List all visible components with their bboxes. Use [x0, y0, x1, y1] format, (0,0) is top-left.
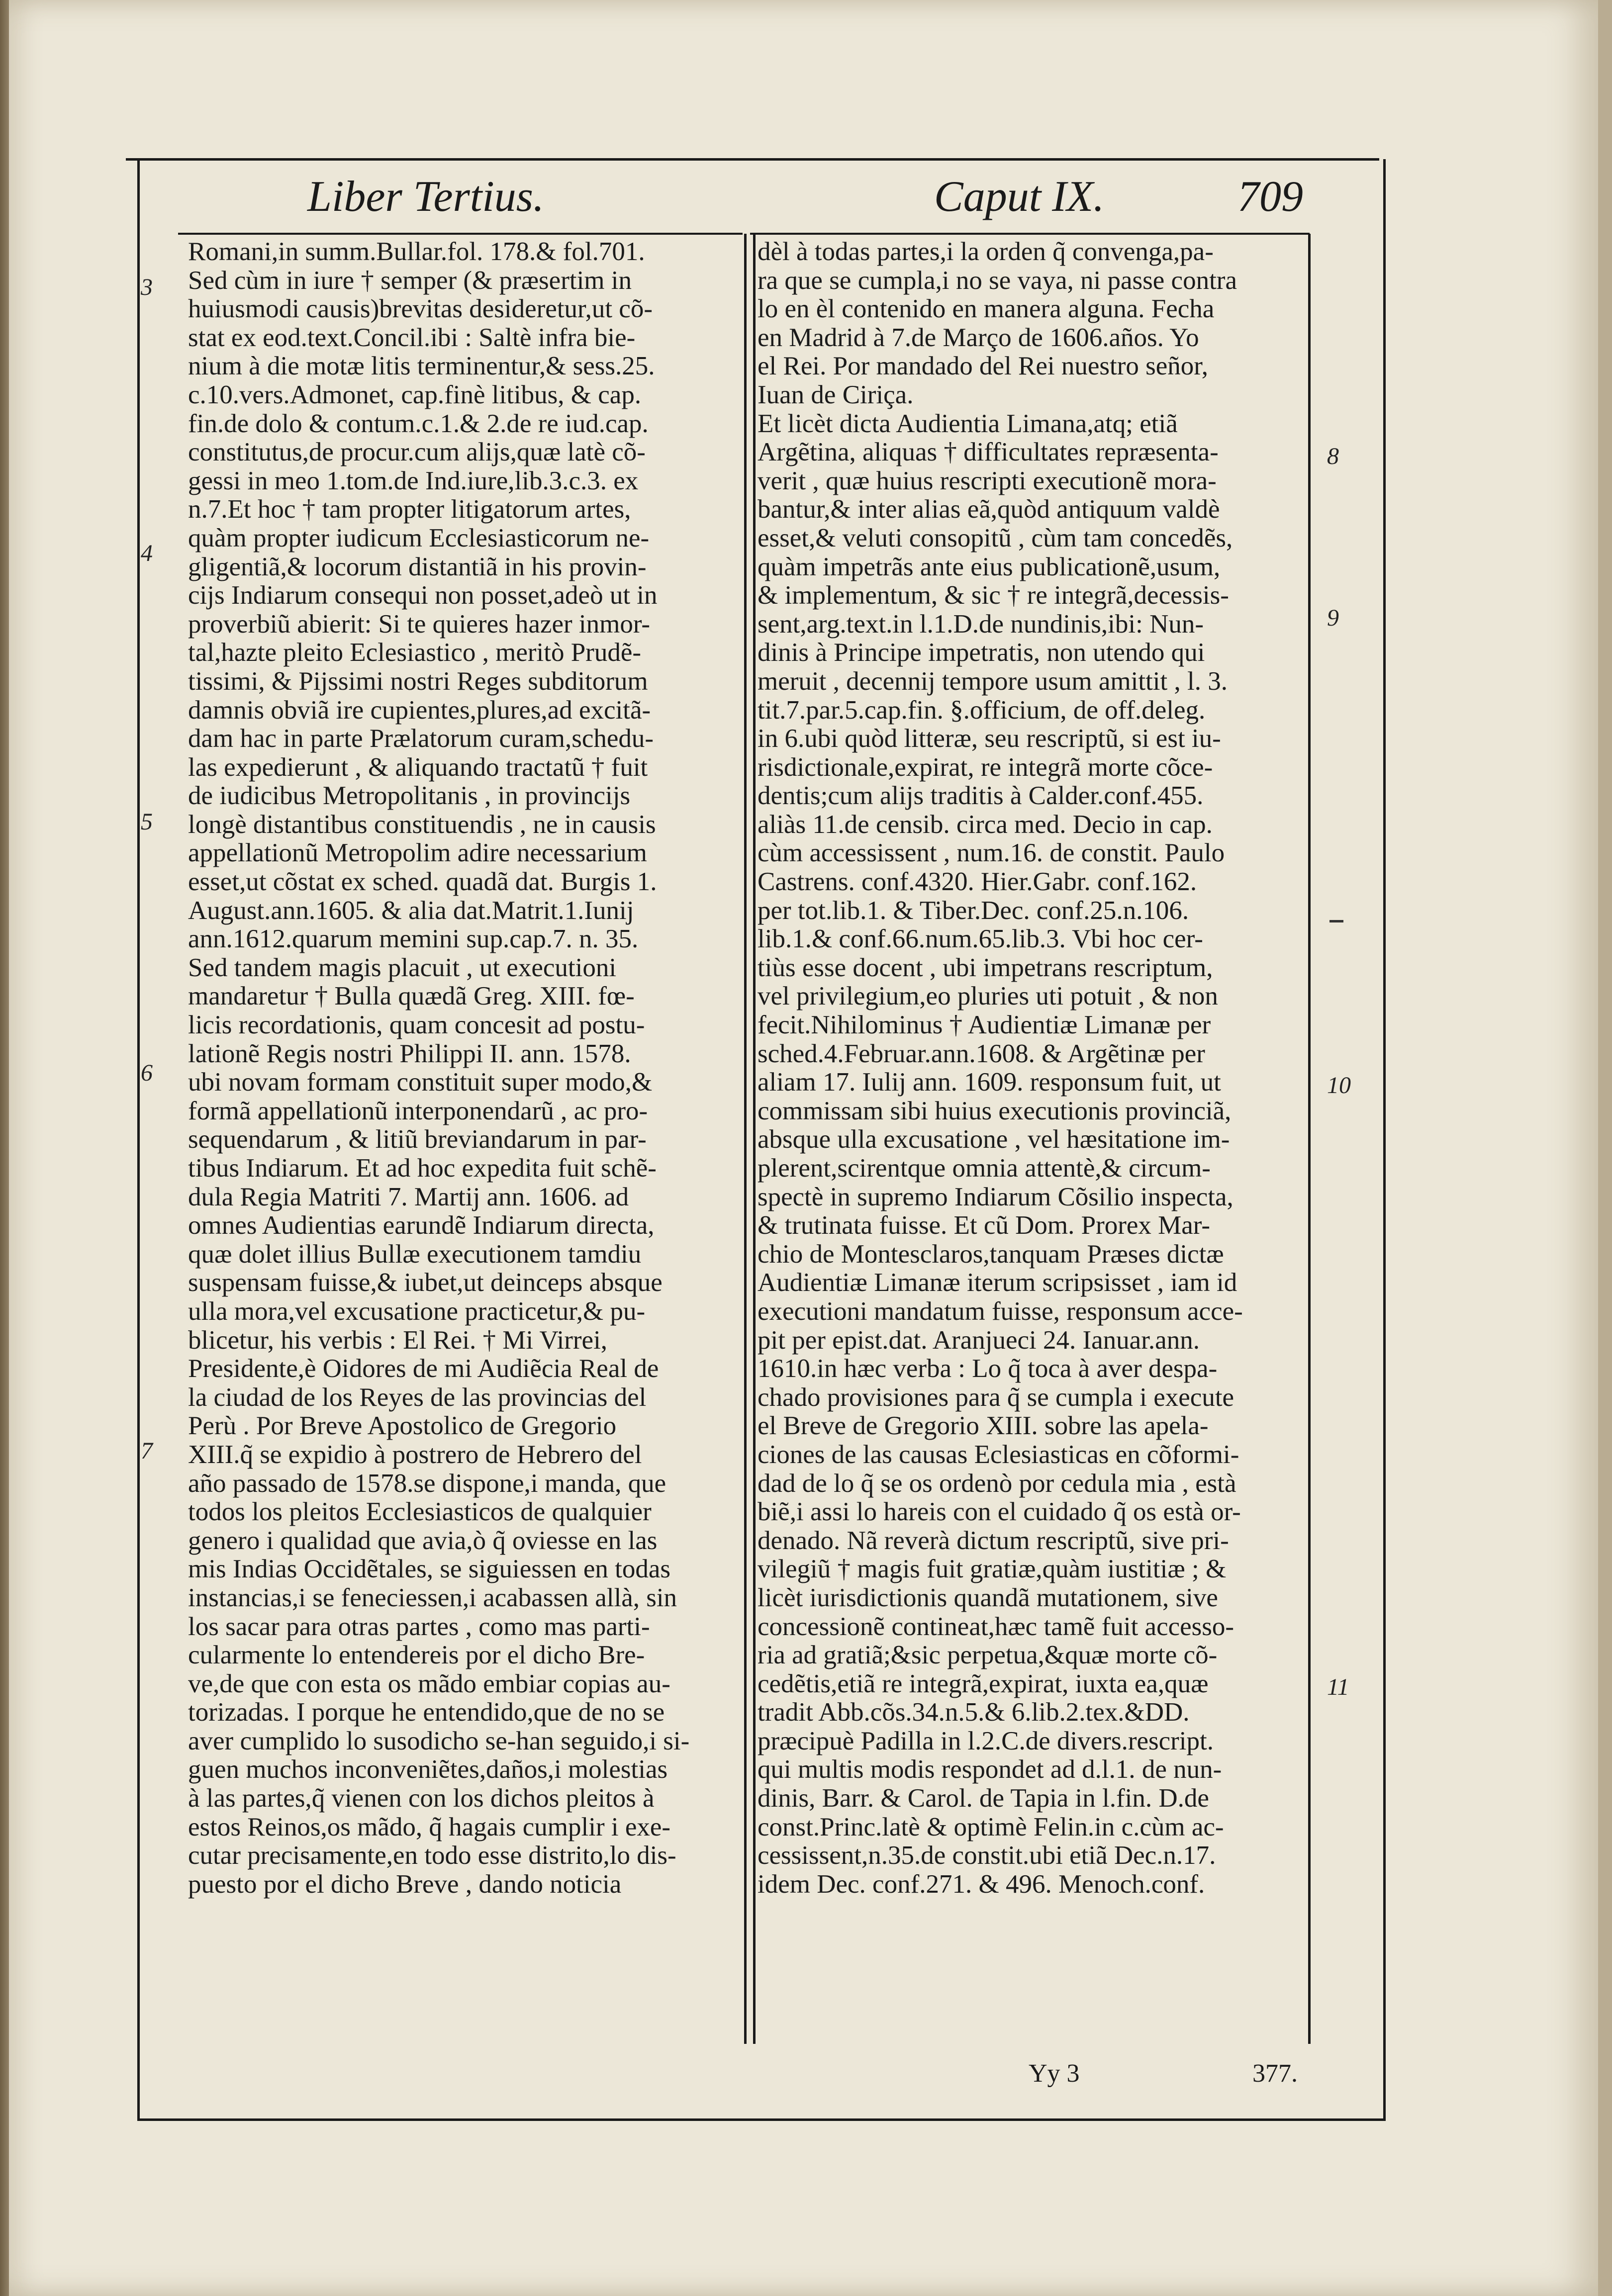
text-line: fecit.Nihilominus † Audientiæ Limanæ per — [758, 1011, 1211, 1040]
text-line: à las partes,q̃ vienen con los dichos pleitos à — [188, 1784, 655, 1813]
text-line: c.10.vers.Admonet, cap.finè litibus, & cap. — [188, 380, 642, 409]
text-line: denado. Nã reverà dictum rescriptũ, sive pri- — [758, 1526, 1229, 1555]
text-line: esset,ut cõstat ex sched. quadã dat. Burgis 1. — [188, 868, 657, 897]
text-line: tal,hazte pleito Eclesiastico , meritò Prudẽ- — [188, 639, 641, 667]
text-line: tissimi, & Pijssimi nostri Reges subditorum — [188, 667, 648, 696]
text-line: fin.de dolo & contum.c.1.& 2.de re iud.cap. — [188, 409, 649, 438]
text-line: formã appellationũ interponendarũ , ac pro- — [188, 1097, 648, 1125]
text-line: quàm propter iudicum Ecclesiasticorum ne- — [188, 524, 650, 552]
text-line: Audientiæ Limanæ iterum scripsisset , iam id — [758, 1269, 1237, 1297]
footer-signature: Yy 3 — [1029, 2059, 1080, 2088]
margin-number: 4 — [141, 540, 153, 566]
text-line: in 6.ubi quòd litteræ, seu rescriptũ, si est iu- — [758, 725, 1221, 753]
left-text-column — [188, 238, 725, 2043]
text-line: en Madrid à 7.de Março de 1606.años. Yo — [758, 323, 1199, 352]
text-line: longè distantibus constituendis , ne in causis — [188, 810, 656, 839]
text-line: mis Indias Occidẽtales, se siguiessen en todas — [188, 1555, 670, 1584]
header-book-title: Liber Tertius. — [307, 173, 545, 221]
text-line: aliam 17. Iulij ann. 1609. responsum fuit, ut — [758, 1068, 1221, 1097]
text-line: appellationũ Metropolim adire necessarium — [188, 839, 647, 868]
text-line: bantur,& inter alias eã,quòd antiquum valdè — [758, 495, 1220, 524]
text-line: n.7.Et hoc † tam propter litigatorum artes, — [188, 495, 631, 524]
text-line: absque ulla excusatione , vel hæsitatione im- — [758, 1125, 1230, 1154]
footer-number: 377. — [1252, 2059, 1298, 2088]
left-column-top-rule — [178, 233, 743, 235]
text-line: ubi novam formam constituit super modo,& — [188, 1068, 653, 1097]
text-line: Castrens. conf.4320. Hier.Gabr. conf.162. — [758, 868, 1197, 897]
text-line: Et licèt dicta Audientia Limana,atq; etiã — [758, 409, 1178, 438]
text-line: licèt iurisdictionis quandã mutationem, sive — [758, 1583, 1218, 1612]
text-line: tiùs esse docent , ubi impetrans rescriptum, — [758, 953, 1213, 982]
text-line: Perù . Por Breve Apostolico de Gregorio — [188, 1412, 617, 1441]
text-line: damnis obviã ire cupientes,plures,ad excitã- — [188, 696, 651, 725]
text-line: lationẽ Regis nostri Philippi II. ann. 1578. — [188, 1039, 631, 1068]
text-line: Romani,in summ.Bullar.fol. 178.& fol.701. — [188, 238, 645, 266]
text-line: sent,arg.text.in l.1.D.de nundinis,ibi: Nun- — [758, 610, 1204, 639]
text-line: cessissent,n.35.de constit.ubi etiã Dec.n.17. — [758, 1841, 1216, 1870]
text-line: plerent,scirentque omnia attentè,& circum- — [758, 1154, 1211, 1183]
right-column-top-rule — [750, 233, 1310, 235]
margin-number: 10 — [1327, 1072, 1351, 1099]
header-page-number: 709 — [1237, 173, 1303, 221]
text-line: & trutinata fuisse. Et cũ Dom. Prorex Mar- — [758, 1211, 1211, 1240]
text-line: lo en èl contenido en manera alguna. Fecha — [758, 295, 1215, 324]
text-line: año passado de 1578.se dispone,i manda, que — [188, 1469, 666, 1498]
text-line: per tot.lib.1. & Tiber.Dec. conf.25.n.106. — [758, 896, 1189, 925]
text-line: licis recordationis, quam concesit ad postu- — [188, 1011, 645, 1040]
margin-number: 8 — [1327, 443, 1339, 469]
text-line: nium à die motæ litis terminentur,& sess.25. — [188, 352, 655, 381]
text-line: vel privilegium,eo pluries uti potuit , & non — [758, 982, 1218, 1011]
header-chapter: Caput IX. — [934, 173, 1105, 221]
text-line: blicetur, his verbis : El Rei. † Mi Virrei, — [188, 1326, 608, 1355]
text-line: mandaretur † Bulla quædã Greg. XIII. fœ- — [188, 982, 635, 1011]
text-line: huiusmodi causis)brevitas desideretur,ut cõ- — [188, 295, 653, 324]
text-line: executioni mandatum fuisse, responsum acce- — [758, 1297, 1243, 1326]
text-line: estos Reinos,os mãdo, q̃ hagais cumplir i exe- — [188, 1813, 671, 1841]
text-line: risdictionale,expirat, re integrã morte cõce- — [758, 753, 1213, 782]
text-line: los sacar para otras partes , como mas parti- — [188, 1612, 650, 1641]
text-line: puesto por el dicho Breve , dando noticia — [188, 1870, 622, 1899]
text-line: 1610.in hæc verba : Lo q̃ toca à aver despa- — [758, 1355, 1218, 1383]
text-line: cutar precisamente,en todo esse distrito,lo dis- — [188, 1841, 676, 1870]
margin-number: 6 — [141, 1060, 153, 1086]
text-line: verit , quæ huius rescripti executionẽ mora- — [758, 466, 1217, 495]
text-line: dentis;cum alijs traditis à Calder.conf.455. — [758, 782, 1204, 811]
text-line: Iuan de Ciriça. — [758, 380, 914, 409]
text-line: suspensam fuisse,& iubet,ut deinceps absque — [188, 1269, 663, 1297]
text-line: dinis, Barr. & Carol. de Tapia in l.fin. D.de — [758, 1784, 1209, 1813]
margin-number: 5 — [141, 809, 153, 835]
text-line: dèl à todas partes,i la orden q̃ convenga,pa- — [758, 238, 1214, 266]
text-line: gessi in meo 1.tom.de Ind.iure,lib.3.c.3. ex — [188, 466, 639, 495]
text-line: cularmente lo entendereis por el dicho Bre- — [188, 1641, 645, 1670]
text-line: lib.1.& conf.66.num.65.lib.3. Vbi hoc cer- — [758, 925, 1203, 954]
text-line: Argẽtina, aliquas † difficultates repræsenta- — [758, 438, 1219, 467]
text-line: ulla mora,vel excusatione practicetur,& pu- — [188, 1297, 646, 1326]
text-line: guen muchos inconveniẽtes,daños,i molestias — [188, 1755, 668, 1784]
text-line: sched.4.Februar.ann.1608. & Argẽtinæ per — [758, 1039, 1205, 1068]
text-line: August.ann.1605. & alia dat.Matrit.1.Iunij — [188, 896, 634, 925]
text-line: quàm impetrãs ante eius publicationẽ,usum, — [758, 552, 1221, 581]
text-line: ria ad gratiã;&sic perpetua,&quæ morte cõ- — [758, 1641, 1218, 1670]
margin-number: 11 — [1327, 1674, 1349, 1700]
margin-dash — [1329, 920, 1343, 922]
text-line: const.Princ.latè & optimè Felin.in c.cùm ac- — [758, 1813, 1224, 1841]
text-line: esset,& veluti consopitũ , cùm tam concedẽs, — [758, 524, 1233, 552]
text-line: dad de lo q̃ se os ordenò por cedula mia , està — [758, 1469, 1236, 1498]
page-paper — [9, 0, 1598, 2296]
right-column-border — [1308, 234, 1311, 2044]
text-line: de iudicibus Metropolitanis , in provincijs — [188, 782, 631, 811]
text-line: las expedierunt , & aliquando tractatũ † fuit — [188, 753, 648, 782]
text-line: cùm accessissent , num.16. de constit. Paulo — [758, 839, 1225, 868]
text-line: chado provisiones para q̃ se cumpla i execute — [758, 1383, 1234, 1412]
text-line: cedẽtis,etiã re integrã,expirat, iuxta ea,quæ — [758, 1669, 1209, 1698]
text-line: chio de Montesclaros,tanquam Præses dictæ — [758, 1240, 1224, 1269]
column-divider-right — [753, 234, 756, 2044]
text-line: præcipuè Padilla in l.2.C.de divers.rescript. — [758, 1727, 1214, 1755]
column-divider-left — [744, 234, 747, 2044]
text-line: XIII.q̃ se expidio à postrero de Hebrero del — [188, 1440, 642, 1469]
text-line: omnes Audientias earundẽ Indiarum directa, — [188, 1211, 655, 1240]
text-line: pit per epist.dat. Aranjueci 24. Ianuar.ann. — [758, 1326, 1200, 1355]
text-line: Sed tandem magis placuit , ut executioni — [188, 953, 617, 982]
text-line: instancias,i se feneciessen,i acabassen allà, sin — [188, 1583, 677, 1612]
text-line: constitutus,de procur.cum alijs,quæ latè cõ- — [188, 438, 646, 467]
text-line: concessionẽ contineat,hæc tamẽ fuit accesso- — [758, 1612, 1234, 1641]
text-line: dula Regia Matriti 7. Martij ann. 1606. ad — [188, 1183, 629, 1211]
text-line: qui multis modis respondet ad d.l.1. de nun- — [758, 1755, 1222, 1784]
text-line: gligentiã,& locorum distantiã in his provin- — [188, 552, 647, 581]
text-line: torizadas. I porque he entendido,que de no se — [188, 1698, 665, 1727]
text-line: Presidente,è Oidores de mi Audiẽcia Real de — [188, 1355, 659, 1383]
text-line: commissam sibi huius executionis provinciã, — [758, 1097, 1232, 1125]
right-text-column — [758, 238, 1295, 2043]
text-line: quæ dolet illius Bullæ executionem tamdiu — [188, 1240, 642, 1269]
text-line: dinis à Principe impetratis, non utendo qui — [758, 639, 1205, 667]
text-line: & implementum, & sic † re integrã,decessis- — [758, 581, 1229, 610]
text-line: biẽ,i assi lo hareis con el cuidado q̃ os està or- — [758, 1498, 1241, 1527]
text-line: ra que se cumpla,i no se vaya, ni passe contra — [758, 266, 1237, 295]
text-line: cijs Indiarum consequi non posset,adeò ut in — [188, 581, 658, 610]
text-line: tit.7.par.5.cap.fin. §.officium, de off.deleg. — [758, 696, 1206, 725]
text-line: stat ex eod.text.Concil.ibi : Saltè infra bie- — [188, 323, 636, 352]
text-line: spectè in supremo Indiarum Cõsilio inspecta, — [758, 1183, 1233, 1211]
text-line: dam hac in parte Prælatorum curam,schedu- — [188, 725, 654, 753]
text-line: Sed cùm in iure † semper (& præsertim in — [188, 266, 632, 295]
text-line: la ciudad de los Reyes de las provincias del — [188, 1383, 647, 1412]
text-line: ann.1612.quarum memini sup.cap.7. n. 35. — [188, 925, 639, 954]
text-line: el Rei. Por mandado del Rei nuestro señor, — [758, 352, 1209, 381]
margin-number: 3 — [141, 274, 153, 300]
text-line: tradit Abb.cõs.34.n.5.& 6.lib.2.tex.&DD. — [758, 1698, 1190, 1727]
margin-number: 9 — [1327, 605, 1339, 631]
text-line: aliàs 11.de censib. circa med. Decio in cap. — [758, 810, 1213, 839]
text-line: tibus Indiarum. Et ad hoc expedita fuit schẽ- — [188, 1154, 657, 1183]
text-line: meruit , decennij tempore usum amittit , l. 3. — [758, 667, 1228, 696]
text-line: todos los pleitos Ecclesiasticos de qualquier — [188, 1498, 652, 1527]
text-line: aver cumplido lo susodicho se-han seguido,i si- — [188, 1727, 690, 1755]
text-line: proverbiũ abierit: Si te quieres hazer inmor- — [188, 610, 651, 639]
text-line: genero i qualidad que avia,ò q̃ oviesse en las — [188, 1526, 658, 1555]
text-line: el Breve de Gregorio XIII. sobre las apela- — [758, 1412, 1209, 1441]
text-line: ciones de las causas Eclesiasticas en cõformi- — [758, 1440, 1239, 1469]
text-line: sequendarum , & litiũ breviandarum in par- — [188, 1125, 647, 1154]
text-line: ve,de que con esta os mãdo embiar copias au- — [188, 1669, 670, 1698]
margin-number: 7 — [141, 1438, 153, 1464]
text-line: idem Dec. conf.271. & 496. Menoch.conf. — [758, 1870, 1205, 1899]
text-line: vilegiũ † magis fuit gratiæ,quàm iustitiæ ; & — [758, 1555, 1227, 1584]
